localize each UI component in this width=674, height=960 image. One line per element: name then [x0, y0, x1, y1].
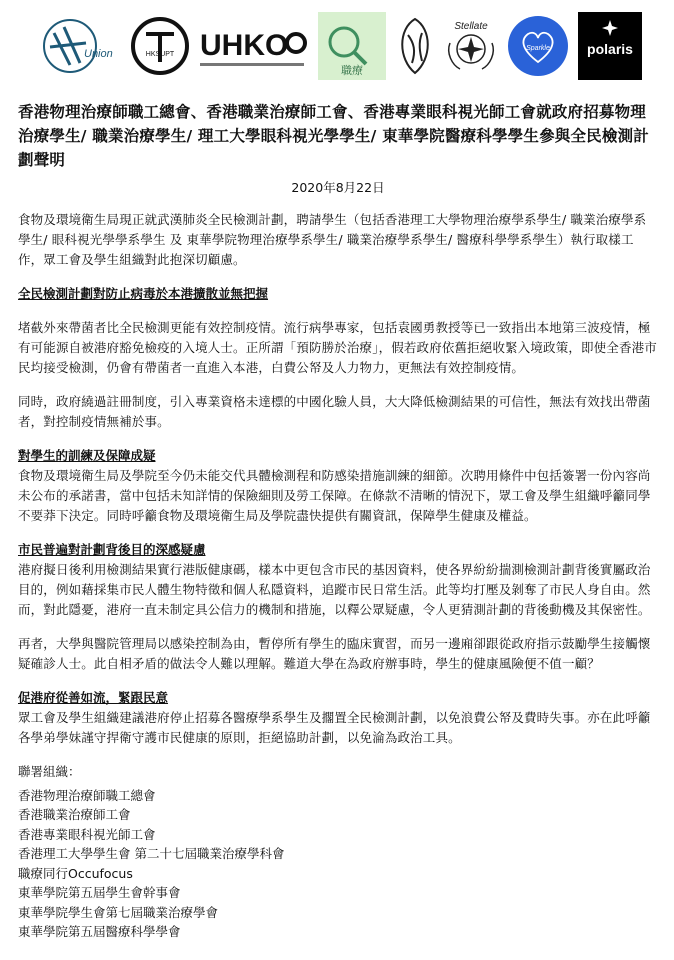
section-heading: 促港府從善如流，緊跟民意 — [18, 690, 169, 705]
logo-text: HKSUPT — [145, 51, 175, 58]
logo-banner — [0, 0, 674, 92]
signatory-item: 東華學院學生會第七屆職業治療學會 — [18, 904, 219, 920]
section-paragraph: 同時，政府繞過註冊制度，引入專業資格未達標的中國化驗人員，大大降低檢測結果的可信性，無法有效找出帶菌者，對控制疫情無補於事。 — [18, 394, 651, 429]
section-block — [18, 446, 658, 526]
logo-text: Union — [84, 48, 113, 60]
signatory-item: 東華學院第五屆學生會幹事會 — [18, 885, 181, 900]
logo-text: UHKO — [200, 29, 289, 62]
occufocus-logo — [318, 12, 386, 80]
crest-logo — [392, 12, 438, 80]
statement-document — [18, 100, 658, 942]
section-paragraph: 眾工會及學生組織建議港府停止招募各醫療學系學生及擱置全民檢測計劃，以免浪費公帑及費時失事。亦在此呼籲各學弟學妹謹守捍衛守護市民健康的原則，拒絕協助計劃，以免淪為政治工具。 — [18, 710, 651, 745]
polaris-logo — [578, 12, 642, 80]
section-paragraph: 港府擬日後利用檢測結果實行港版健康碼，樣本中更包含市民的基因資料，使各界紛紛揣測檢測計劃背後實屬政治目的，例如藉採集市民人體生物特徵和個人私隱資料，追蹤市民日常生活。此等均打壓及剝奪了市民人身自由。然而，對此隱憂，港府一直未制定具公信力的機制和措施，以釋公眾疑慮，令人更猜測計劃的背後動機及其保密性。 — [18, 562, 651, 617]
section-block — [18, 540, 658, 620]
signatory-item: 香港專業眼科視光師工會 — [18, 826, 156, 842]
signatory-item: 香港職業治療師工會 — [18, 807, 131, 822]
logo-text: 職療 — [341, 65, 363, 77]
signatory-item: 香港物理治療師職工總會 — [18, 787, 156, 803]
section-heading: 市民普遍對計劃背後目的深感疑慮 — [18, 542, 206, 557]
occupational-union-logo — [40, 12, 120, 80]
signatories-label: 聯署組織： — [18, 764, 81, 779]
logo-text: Sparkle — [526, 45, 550, 52]
section-heading: 對學生的訓練及保障成疑 — [18, 448, 156, 463]
intro-paragraph: 食物及環境衛生局現正就武漢肺炎全民檢測計劃，聘請學生（包括香港理工大學物理治療學系學生/ 職業治療學系學生/ 眼科視光學學系學生 及 東華學院物理治療學系學生/ 職業治療學系學生/ 醫療科學學系學生）執行取樣工作，眾工會及學生組織對此抱深切顧慮。 — [18, 212, 647, 267]
signatory-item: 香港理工大學學生會 第二十七屆職業治療學科會 — [18, 846, 285, 861]
section-paragraph: 堵截外來帶菌者比全民檢測更能有效控制疫情。流行病學專家，包括袁國勇教授等已一致指出本地第三波疫情，極有可能源自被港府豁免檢疫的入境人士。正所謂「預防勝於治療」，假若政府依舊拒絕收緊入境政策，即使全香港市民均接受檢測，仍會有帶菌者一直進入本港，白費公帑及人力物力，更無法有效控制疫情。 — [18, 320, 657, 375]
signatories — [18, 762, 658, 942]
section-block — [18, 688, 658, 748]
hksupt-logo — [130, 12, 190, 80]
document-date: 2020年8月22日 — [291, 180, 385, 195]
logo-text: polaris — [587, 41, 633, 57]
signatory-list — [18, 786, 658, 942]
logo-text: Stellate — [454, 21, 488, 32]
signatory-item: 東華學院第五屆醫療科學學會 — [18, 924, 181, 939]
section-paragraph: 再者，大學與醫院管理局以感染控制為由，暫停所有學生的臨床實習，而另一邊廂卻跟從政府指示鼓勵學生接觸懷疑確診人士。此自相矛盾的做法令人難以理解。難道大學在為政府辦事時，學生的健康風險便不值一顧？ — [18, 636, 651, 671]
stellate-logo — [442, 12, 500, 80]
section-paragraph: 食物及環境衛生局及學院至今仍未能交代具體檢測程和防感染措施訓練的細節。次聘用條件中包括簽署一份內容尚未公布的承諾書，當中包括未知詳情的保險細則及勞工保障。在條款不清晰的情況下，眾工會及學生組織呼籲同學不要莽下決定。同時呼籲食物及環境衛生局及學院盡快提供有關資訊，保障學生健康及權益。 — [18, 468, 651, 523]
signatory-item: 職療同行Occufocus — [18, 865, 133, 881]
heart-logo — [506, 12, 570, 80]
document-title: 香港物理治療師職工總會、香港職業治療師工會、香港專業眼科視光師工會就政府招募物理治療學生/ 職業治療學生/ 理工大學眼科視光學學生/ 東華學院醫療科學學生參與全民檢測計劃聲明 — [18, 103, 649, 169]
section-heading: 全民檢測計劃對防止病毒於本港擴散並無把握 — [18, 286, 269, 301]
uhko-logo — [198, 12, 310, 80]
